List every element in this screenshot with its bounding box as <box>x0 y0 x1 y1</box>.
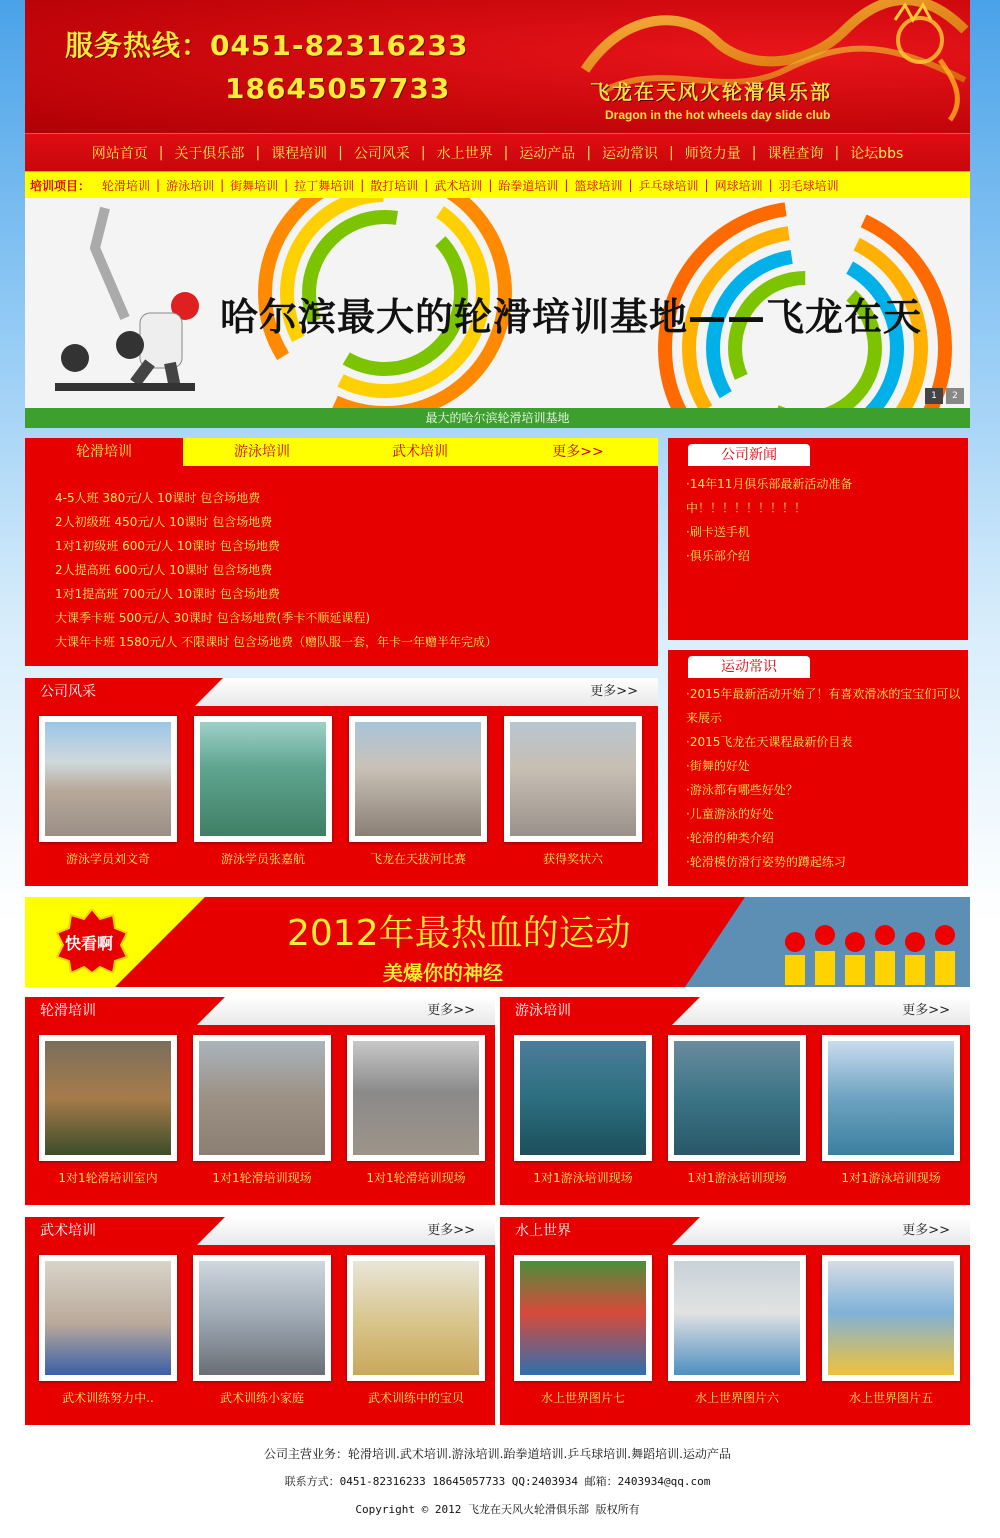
section-more-link[interactable]: 更多>> <box>427 1223 475 1238</box>
footer-copyright: Copyright © 2012 飞龙在天风火轮滑俱乐部 版权所有 <box>355 1503 640 1516</box>
photo-thumb[interactable] <box>514 1255 652 1381</box>
photo-image <box>828 1041 954 1155</box>
list-item: 大课年卡班 1580元/人 不限课时 包含场地费（赠队服一套，年卡一年赠半年完成） <box>55 635 498 649</box>
club-name-en: Dragon in the hot wheels day slide club <box>605 108 831 122</box>
photo-thumb[interactable] <box>39 716 177 842</box>
news-list <box>686 472 852 568</box>
photo-caption[interactable]: 1对1轮滑培训室内 <box>58 1171 158 1185</box>
promo-badge-text: 快看啊 <box>65 934 114 953</box>
banner-pager <box>925 388 964 404</box>
banner-caption: 最大的哈尔滨轮滑培训基地 <box>25 408 970 428</box>
news-link[interactable]: ·刷卡送手机 <box>686 525 750 539</box>
training-link[interactable]: 篮球培训 <box>574 178 623 193</box>
photo-image <box>353 1041 479 1155</box>
nav-separator: | <box>158 145 164 161</box>
training-separator: | <box>628 178 633 192</box>
list-item: 1对1初级班 600元/人 10课时 包含场地费 <box>55 539 280 553</box>
promo-banner[interactable] <box>25 897 970 987</box>
footer-contact: 联系方式：0451-82316233 18645057733 QQ:2403934 邮箱：2403934@qq.com <box>284 1475 711 1488</box>
nav-separator: | <box>586 145 592 161</box>
hotline-number: 0451-82316233 <box>210 29 469 62</box>
photo-caption[interactable]: 1对1轮滑培训现场 <box>212 1171 312 1185</box>
section-martial-arts <box>25 1217 495 1425</box>
course-tabs <box>25 438 658 466</box>
training-link[interactable]: 游泳培训 <box>166 178 215 193</box>
tip-link[interactable]: ·轮滑的种类介绍 <box>686 831 774 845</box>
photo-thumb[interactable] <box>668 1255 806 1381</box>
nav-separator: | <box>751 145 757 161</box>
photo-thumb[interactable] <box>504 716 642 842</box>
tab-roller-skating[interactable]: 轮滑培训 <box>25 438 183 466</box>
nav-separator: | <box>255 145 261 161</box>
nav-separator: | <box>503 145 509 161</box>
tips-list <box>686 682 960 874</box>
photo-caption[interactable]: 游泳学员刘文奇 <box>65 852 150 866</box>
nav-item-tips[interactable]: 运动常识 <box>602 146 659 162</box>
photo-image <box>199 1261 325 1375</box>
company-more-link[interactable]: 更多>> <box>590 684 638 699</box>
nav-item-forum[interactable]: 论坛bbs <box>850 146 904 162</box>
photo-image <box>199 1041 325 1155</box>
news-link-continued[interactable]: 中！！！！！！！！！ <box>686 501 807 515</box>
training-separator: | <box>156 178 161 192</box>
photo-caption[interactable]: 武术训练努力中.. <box>62 1391 154 1405</box>
nav-item-water-world[interactable]: 水上世界 <box>436 146 493 162</box>
photo-image <box>828 1261 954 1375</box>
tip-link[interactable]: ·游泳都有哪些好处？ <box>686 783 798 797</box>
photo-thumb[interactable] <box>193 1035 331 1161</box>
training-separator: | <box>488 178 493 192</box>
photo-thumb[interactable] <box>514 1035 652 1161</box>
tip-link[interactable]: ·2015飞龙在天课程最新价目表 <box>686 735 853 749</box>
list-item: 4-5人班 380元/人 10课时 包含场地费 <box>55 491 261 505</box>
list-item: 大课季卡班 500元/人 30课时 包含场地费(季卡不顺延课程) <box>55 611 371 625</box>
training-link[interactable]: 拉丁舞培训 <box>294 178 355 193</box>
photo-image <box>45 722 171 836</box>
photo-image <box>674 1041 800 1155</box>
photo-caption[interactable]: 水上世界图片五 <box>848 1391 933 1405</box>
section-more-link[interactable]: 更多>> <box>902 1223 950 1238</box>
section-roller-skating <box>25 997 495 1205</box>
main-nav <box>25 133 970 171</box>
promo-title: 2012年最热血的运动 <box>287 913 631 954</box>
tip-link[interactable]: ·儿童游泳的好处 <box>686 807 774 821</box>
hotline <box>65 24 468 64</box>
section-header <box>25 1217 495 1245</box>
company-panel <box>25 678 658 886</box>
training-link[interactable]: 街舞培训 <box>230 178 279 193</box>
photo-caption[interactable]: 获得奖状六 <box>542 852 603 866</box>
training-separator: | <box>564 178 569 192</box>
news-title[interactable]: 公司新闻 <box>688 444 810 466</box>
training-link[interactable]: 武术培训 <box>434 178 483 193</box>
section-more-link[interactable]: 更多>> <box>427 1003 475 1018</box>
training-separator: | <box>424 178 429 192</box>
hotline-label: 服务热线： <box>65 29 211 62</box>
photo-caption[interactable]: 武术训练小家庭 <box>219 1391 304 1405</box>
training-link[interactable]: 羽毛球培训 <box>778 178 839 193</box>
photo-image <box>510 722 636 836</box>
training-link[interactable]: 网球培训 <box>714 178 763 193</box>
tab-martial-arts[interactable]: 武术培训 <box>392 444 448 460</box>
photo-caption[interactable]: 武术训练中的宝贝 <box>367 1391 464 1405</box>
training-bar <box>25 172 970 198</box>
photo-thumb[interactable] <box>193 1255 331 1381</box>
training-separator: | <box>360 178 365 192</box>
photo-caption[interactable]: 1对1游泳培训现场 <box>841 1171 941 1185</box>
photo-thumb[interactable] <box>347 1255 485 1381</box>
nav-item-course-query[interactable]: 课程查询 <box>767 146 824 162</box>
training-separator: | <box>284 178 289 192</box>
promo-subtitle: 美爆你的神经 <box>383 961 503 985</box>
banner-dot-1[interactable]: 1 <box>925 388 943 404</box>
photo-thumb[interactable] <box>39 1255 177 1381</box>
photo-image <box>200 722 326 836</box>
photo-caption[interactable]: 水上世界图片七 <box>540 1391 625 1405</box>
photo-caption[interactable]: 水上世界图片六 <box>694 1391 779 1405</box>
photo-image <box>674 1261 800 1375</box>
section-header <box>500 1217 970 1245</box>
photo-thumb[interactable] <box>39 1035 177 1161</box>
nav-separator: | <box>669 145 674 161</box>
nav-item-home[interactable]: 网站首页 <box>91 146 148 162</box>
section-title: 轮滑培训 <box>25 997 197 1025</box>
news-panel <box>668 438 968 640</box>
photo-image <box>45 1041 171 1155</box>
training-separator: | <box>220 178 225 192</box>
hotline-number-2: 18645057733 <box>225 72 451 105</box>
nav-item-products[interactable]: 运动产品 <box>519 146 576 162</box>
photo-caption[interactable]: 1对1游泳培训现场 <box>687 1171 787 1185</box>
photo-thumb[interactable] <box>194 716 332 842</box>
nav-separator: | <box>420 145 426 161</box>
training-bar-label: 培训项目： <box>30 178 91 193</box>
training-link[interactable]: 轮滑培训 <box>102 178 151 193</box>
hero-banner[interactable] <box>25 198 970 408</box>
section-more-link[interactable]: 更多>> <box>902 1003 950 1018</box>
photo-caption[interactable]: 飞龙在天拔河比赛 <box>369 852 466 866</box>
list-item: 2人提高班 600元/人 10课时 包含场地费 <box>55 563 273 577</box>
tip-link[interactable]: ·2015年最新活动开始了！有喜欢滑冰的宝宝们可以 <box>686 687 961 701</box>
training-separator: | <box>704 178 709 192</box>
tip-link-continued[interactable]: 来展示 <box>686 711 723 725</box>
section-title: 武术培训 <box>25 1217 197 1245</box>
photo-caption[interactable]: 1对1游泳培训现场 <box>533 1171 633 1185</box>
tab-more[interactable]: 更多>> <box>552 444 604 460</box>
company-title: 公司风采 <box>25 678 195 706</box>
tips-title[interactable]: 运动常识 <box>688 656 810 678</box>
training-link[interactable]: 跆拳道培训 <box>498 178 559 193</box>
tips-panel <box>668 650 968 886</box>
section-header <box>500 997 970 1025</box>
photo-image <box>520 1041 646 1155</box>
course-price-list <box>55 486 497 654</box>
news-link[interactable]: ·俱乐部介绍 <box>686 549 750 563</box>
photo-thumb[interactable] <box>347 1035 485 1161</box>
banner-headline: 哈尔滨最大的轮滑培训基地——飞龙在天 <box>220 295 923 339</box>
news-link[interactable]: ·14年11月俱乐部最新活动准备 <box>686 477 853 491</box>
training-separator: | <box>768 178 773 192</box>
photo-caption[interactable]: 游泳学员张嘉航 <box>220 852 305 866</box>
courses-panel <box>25 438 658 666</box>
list-item: 1对1提高班 700元/人 10课时 包含场地费 <box>55 587 280 601</box>
tab-swimming[interactable]: 游泳培训 <box>234 444 290 460</box>
training-link[interactable]: 乒乓球培训 <box>638 178 699 193</box>
club-name: 飞龙在天风火轮滑俱乐部 <box>590 80 832 104</box>
site-header <box>25 0 970 133</box>
photo-image <box>353 1261 479 1375</box>
photo-image <box>355 722 481 836</box>
training-link[interactable]: 散打培训 <box>370 178 419 193</box>
section-title: 水上世界 <box>500 1217 672 1245</box>
section-title: 游泳培训 <box>500 997 672 1025</box>
nav-separator: | <box>338 145 343 161</box>
tip-link[interactable]: ·轮滑模仿滑行姿势的蹲起练习 <box>686 855 846 869</box>
photo-image <box>45 1261 171 1375</box>
nav-item-about[interactable]: 关于俱乐部 <box>174 146 245 162</box>
section-swimming <box>500 997 970 1205</box>
photo-caption[interactable]: 1对1轮滑培训现场 <box>366 1171 466 1185</box>
list-item: 2人初级班 450元/人 10课时 包含场地费 <box>55 515 273 529</box>
photo-thumb[interactable] <box>349 716 487 842</box>
photo-thumb[interactable] <box>668 1035 806 1161</box>
photo-thumb[interactable] <box>822 1035 960 1161</box>
footer-business: 公司主营业务：轮滑培训.武术培训.游泳培训.跆拳道培训.乒乓球培训.舞蹈培训.运动产品 <box>264 1447 731 1461</box>
site-footer <box>25 1440 970 1524</box>
tip-link[interactable]: ·街舞的好处 <box>686 759 750 773</box>
section-header <box>25 997 495 1025</box>
company-header <box>25 678 658 706</box>
nav-item-company[interactable]: 公司风采 <box>353 146 410 162</box>
photo-image <box>520 1261 646 1375</box>
photo-thumb[interactable] <box>822 1255 960 1381</box>
section-water-world <box>500 1217 970 1425</box>
nav-item-courses[interactable]: 课程培训 <box>271 146 328 162</box>
banner-dot-2[interactable]: 2 <box>946 388 964 404</box>
skateboarder-figure <box>55 208 199 391</box>
nav-separator: | <box>834 145 840 161</box>
nav-item-teachers[interactable]: 师资力量 <box>684 146 741 162</box>
